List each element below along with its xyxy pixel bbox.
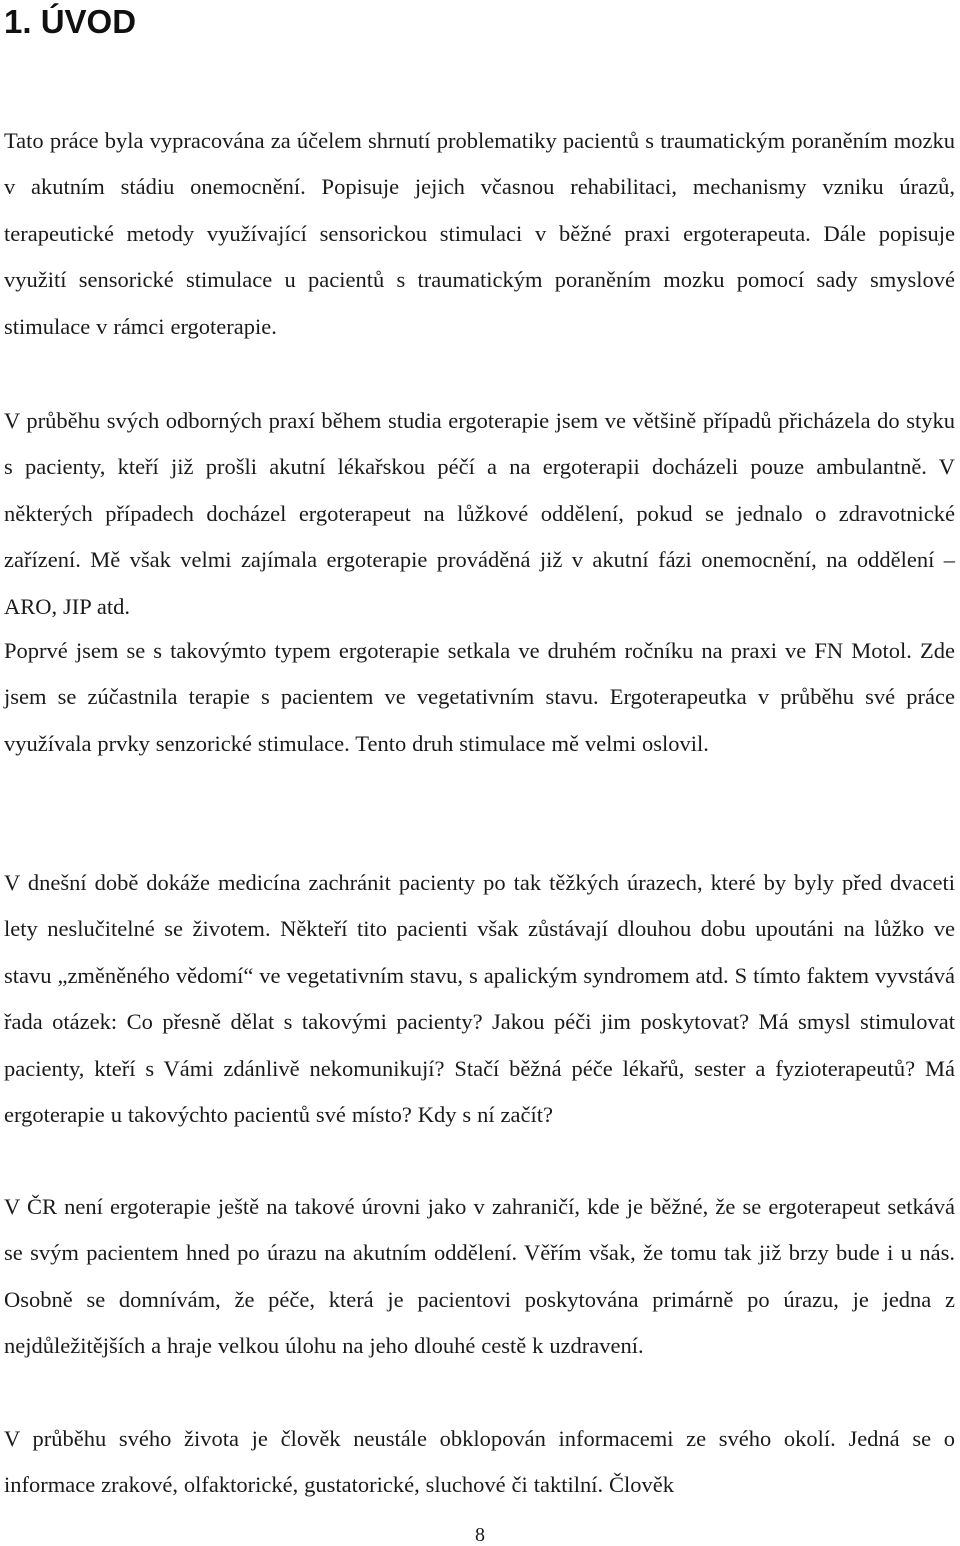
- paragraph-intro: Tato práce byla vypracována za účelem shrnutí problematiky pacientů s traumatickým poraněním mozku v akutním stádiu onemocnění. Popisuje jejich včasnou rehabilitaci, mechanismy vzniku úrazů, terapeutické metody využívající sensorickou stimulaci v běžné praxi ergoterapeuta. Dále popisuje využití sensorické stimulace u pacientů s traumatickým poraněním mozku pomocí sady smyslové stimulace v rámci ergoterapie.: [4, 128, 955, 339]
- paragraph-czech-republic: V ČR není ergoterapie ještě na takové úrovni jako v zahraničí, kde je běžné, že se ergoterapeut setkává se svým pacientem hned po úrazu na akutním oddělení. Věřím však, že tomu tak již brzy bude i u nás. Osobně se domnívám, že péče, která je pacientovi poskytována primárně po úrazu, je jedna z nejdůležitějších a hraje velkou úlohu na jeho dlouhé cestě k uzdravení.: [4, 1194, 955, 1359]
- chapter-heading: 1. ÚVOD: [4, 3, 137, 40]
- paragraph-medicine-today: V dnešní době dokáže medicína zachránit pacienty po tak těžkých úrazech, které by byly před dvaceti lety neslučitelné se životem. Někteří tito pacienti však zůstávají dlouhou dobu upoutáni na lůžko ve stavu „změněného vědomí“ ve vegetativním stavu, s apalickým syndromem atd. S tímto faktem vyvstává řada otázek: Co přesně dělat s takovými pacienty? Jakou péči jim poskytovat? Má smysl stimulovat pacienty, kteří s Vámi zdánlivě nekomunikují? Stačí běžná péče lékařů, sester a fyzioterapeutů? Má ergoterapie u takovýchto pacientů své místo? Kdy s ní začít?: [4, 870, 955, 1128]
- paragraph-practice: V průběhu svých odborných praxí během studia ergoterapie jsem ve většině případů přicházela do styku s pacienty, kteří již prošli akutní lékařskou péčí a na ergoterapii docházeli pouze ambulantně. V některých případech docházel ergoterapeut na lůžkové oddělení, pokud se jednalo o zdravotnické zařízení. Mě však velmi zajímala ergoterapie prováděná již v akutní fázi onemocnění, na oddělení – ARO, JIP atd.: [4, 408, 955, 619]
- paragraph-first-encounter: Poprvé jsem se s takovýmto typem ergoterapie setkala ve druhém ročníku na praxi ve FN Motol. Zde jsem se zúčastnila terapie s pacientem ve vegetativním stavu. Ergoterapeutka v průběhu své práce využívala prvky senzorické stimulace. Tento druh stimulace mě velmi oslovil.: [4, 638, 955, 756]
- page-number: 8: [475, 1524, 485, 1546]
- paragraph-information: V průběhu svého života je člověk neustále obklopován informacemi ze svého okolí. Jedná se o informace zrakové, olfaktorické, gustatorické, sluchové či taktilní. Člověk: [4, 1426, 955, 1498]
